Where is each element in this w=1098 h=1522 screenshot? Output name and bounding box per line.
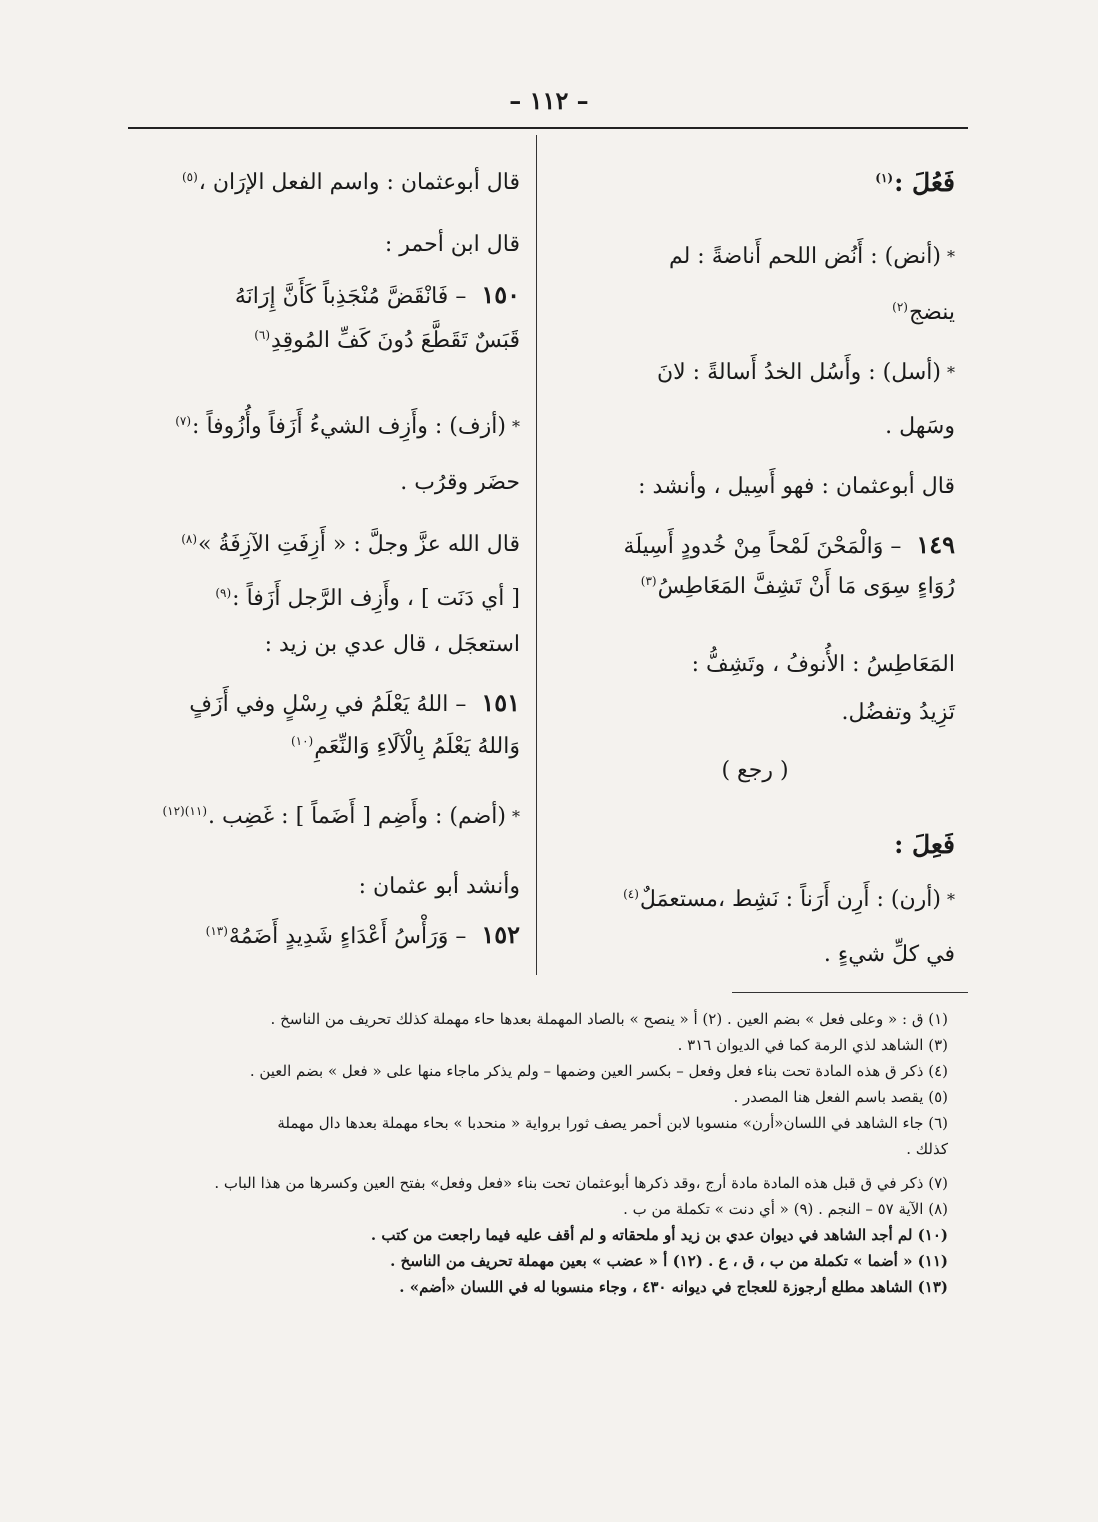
entry-marker: *	[512, 417, 520, 436]
line-text: فَعِلَ :	[894, 830, 955, 859]
line-text: فَانْقَضَّ مُنْجَذِباً كَأَنَّ إِرَانَهُ	[234, 284, 449, 309]
footnote-line: (١) ق : « وعلى فعل » بضم العين . (٢) أ « ينصح » بالصاد المهملة بعدها حاء مهملة كذلك تحريف من الناسخ .	[270, 1010, 948, 1028]
entry-line	[669, 242, 955, 272]
entry-marker: *	[947, 363, 955, 382]
entry-marker: *	[947, 890, 955, 909]
entry-line	[657, 358, 955, 388]
line-text: (أضم) : وأَضِم [ أَضَماً ] : غَضِب .	[208, 804, 506, 829]
column-divider	[536, 135, 537, 975]
text-line	[885, 412, 955, 442]
line-text: قال الله عزَّ وجلَّ : « أَزِفَتِ الآزِفَةُ »	[198, 532, 520, 557]
section-heading	[894, 830, 955, 860]
verse-line	[253, 326, 520, 356]
footnote-line: (٣) الشاهد لذي الرمة كما في الديوان ٣١٦ .	[677, 1036, 948, 1054]
footnote-marker[interactable]: (١٠)	[290, 733, 314, 748]
line-text: (أزف) : وأَزِف الشيءُ أَزَفاً وأُزُوفاً :	[192, 414, 506, 439]
footnote-line: (٤) ذكر ق هذه المادة تحت بناء فعل وفعل – بكسر العين وضمها – ولم يذكر ماجاء منها على « فعل » بضم العين .	[249, 1062, 948, 1080]
line-text: رُوَاءٍ سِوَى مَا أَنْ تَشِفَّ المَعَاطِسُ	[657, 574, 955, 599]
line-text: ( رجع )	[721, 758, 789, 783]
verse-number: ١٥٢	[481, 920, 520, 949]
footnotes-rule	[732, 992, 968, 993]
entry-line	[161, 802, 520, 832]
entry-marker: *	[947, 247, 955, 266]
line-text: قَبَسٌ تَقَطَّعَ دُونَ كَفِّ المُوقِدِ	[271, 328, 520, 353]
footnote-marker[interactable]: (٣)	[640, 573, 657, 588]
line-text: وأنشد أبو عثمان :	[358, 874, 520, 899]
line-text: قال ابن أحمر :	[384, 232, 520, 257]
footnote-line: (٥) يقصد باسم الفعل هنا المصدر .	[733, 1088, 948, 1106]
verse-line: ١٥١ – اللهُ يَعْلَمُ في رِسْلٍ وفي أَزَفٍ	[189, 688, 520, 717]
text-line	[385, 230, 520, 260]
verse-line: ١٥٢ – وَرَأْسُ أَعْدَاءٍ شَدِيدٍ أَضَمُهْ$^{(١٣)}$	[205, 920, 520, 949]
text-line	[400, 468, 520, 498]
line-text: وَاللهُ يَعْلَمُ بِالْآلَاءِ وَالنِّعَمِ	[314, 734, 520, 759]
line-text: فَعُلَ :	[894, 168, 955, 197]
text-line	[638, 472, 955, 502]
line-text: وَالْمَحْنَ لَمْحاً مِنْ خُدودٍ أَسِيلَة	[623, 534, 884, 559]
entry-line	[174, 412, 520, 442]
footnote-marker[interactable]: (١٣)	[205, 923, 228, 938]
footnote-marker[interactable]: (٦)	[254, 327, 271, 342]
footnote-line: كذلك .	[906, 1140, 948, 1158]
verse-line: ١٥٠ – فَانْقَضَّ مُنْجَذِباً كَأَنَّ إِرَانَهُ	[234, 280, 520, 309]
text-line	[841, 698, 955, 728]
footnote-line: (٦) جاء الشاهد في اللسان«أرن» منسوبا لابن أحمر يصف ثورا برواية « منحدبا » بحاء مهملة بعدها دال مهملة	[277, 1114, 948, 1132]
text-line	[891, 298, 955, 328]
line-text: اللهُ يَعْلَمُ في رِسْلٍ وفي أَزَفٍ	[189, 692, 449, 717]
footnote-line: (٨) الآية ٥٧ – النجم . (٩) « أي دنت » تكملة من ب .	[623, 1200, 948, 1218]
line-text: المَعَاطِسُ : الأُنوفُ ، وتَشِفُّ :	[691, 652, 955, 677]
verse-number: ١٥١	[481, 688, 520, 717]
footnote-marker[interactable]: (٥)	[181, 169, 198, 184]
line-text: (أنض) : أَنُض اللحم أَناضةً : لم	[668, 244, 941, 269]
footnote-marker[interactable]: (٤)	[623, 886, 639, 901]
verse-number: ١٤٩	[916, 530, 955, 559]
line-text: قال أبوعثمان : فهو أَسِيل ، وأنشد :	[638, 474, 955, 499]
footnote-marker[interactable]: (١)	[875, 170, 894, 185]
line-text: استعجَل ، قال عدي بن زيد :	[264, 632, 520, 657]
footnote-line: (١٠) لم أجد الشاهد في ديوان عدي بن زيد أو ملحقاته و لم أقف عليه فيما راجعت من كتب .	[370, 1226, 948, 1244]
entry-line	[622, 885, 955, 915]
verse-line: ١٤٩ – وَالْمَحْنَ لَمْحاً مِنْ خُدودٍ أَسِيلَة	[623, 530, 955, 559]
footnote-marker[interactable]: (١١)(١٢)	[162, 803, 207, 818]
footnote-marker[interactable]: (٢)	[892, 299, 908, 314]
line-text: (أسل) : وأَسُل الخدُ أَسالةً : لانَ	[656, 360, 941, 385]
footnote-line: (١١) « أضما » تكملة من ب ، ق ، ع . (١٢) أ « عضب » بعين مهملة تحريف من الناسخ .	[390, 1252, 948, 1270]
line-text: تَزِيدُ وتفضُل.	[841, 700, 955, 725]
verse-line	[290, 732, 520, 762]
line-text: [ أي دَنَت ] ، وأَزِف الرَّجل أَزَفاً :	[232, 586, 520, 611]
footnote-line: (١٣) الشاهد مطلع أرجوزة للعجاج في ديوانه ٤٣٠ ، وجاء منسوبا له في اللسان «أضم» .	[399, 1278, 948, 1296]
text-line	[265, 630, 520, 660]
line-text: وَرَأْسُ أَعْدَاءٍ شَدِيدٍ أَضَمُهْ	[228, 924, 449, 949]
top-rule	[128, 127, 968, 129]
text-line	[214, 584, 520, 614]
footnote-line: (٧) ذكر في ق قبل هذه المادة مادة أرج ،وقد ذكرها أبوعثمان تحت بناء «فعل وفعل» بفتح العين وكسرها من هذا الباب .	[214, 1174, 948, 1192]
footnote-marker[interactable]: (٧)	[175, 413, 192, 428]
verse-line	[640, 572, 955, 602]
text-line	[181, 168, 520, 198]
line-text: ينضج	[908, 300, 955, 325]
footnote-marker[interactable]: (٨)	[181, 531, 198, 546]
entry-marker: *	[512, 807, 520, 826]
text-line	[359, 872, 520, 902]
text-line	[692, 650, 955, 680]
line-text: في كلِّ شيءٍ .	[823, 942, 955, 967]
footnote-marker[interactable]: (٩)	[215, 585, 232, 600]
page-number: – ١١٢ –	[509, 86, 589, 115]
line-text: وسَهل .	[885, 414, 955, 439]
text-line	[824, 940, 955, 970]
text-line	[180, 530, 520, 560]
line-text: قال أبوعثمان : واسم الفعل الإرَان ،	[198, 170, 520, 195]
text-line	[555, 756, 955, 786]
line-text: (أرن) : أَرِن أَرَناً : نَشِط ،مستعمَلٌ	[639, 887, 941, 912]
verse-number: ١٥٠	[481, 280, 520, 309]
section-heading	[874, 168, 955, 198]
line-text: حضَر وقرُب .	[400, 470, 520, 495]
